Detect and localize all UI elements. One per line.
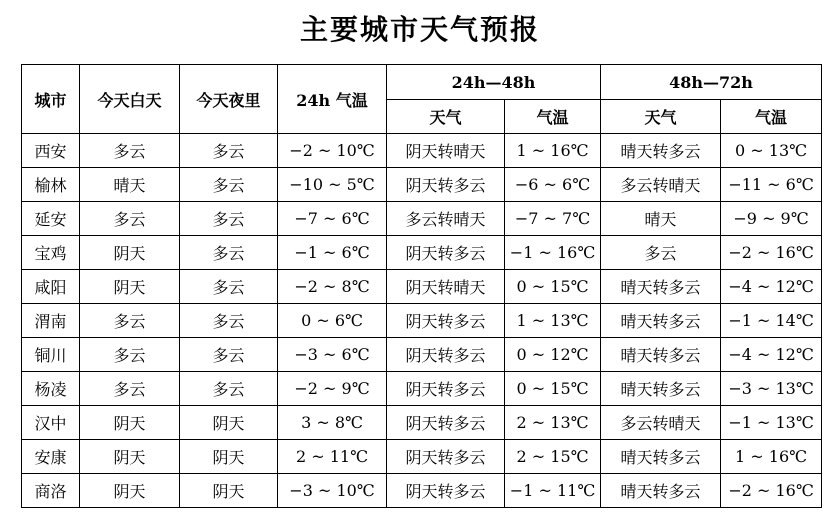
weather-72h-cell: 晴天转多云	[601, 474, 721, 508]
weather-48h-cell: 阴天转晴天	[387, 270, 505, 304]
city-cell: 杨凌	[22, 372, 80, 406]
city-cell: 铜川	[22, 338, 80, 372]
temp-48h-cell: 0 ~ 15℃	[505, 270, 601, 304]
temp-72h-cell: 0 ~ 13℃	[721, 134, 822, 168]
temp-72h-cell: −1 ~ 13℃	[721, 406, 822, 440]
header-today-night: 今天夜里	[180, 65, 278, 134]
header-row-top	[22, 65, 822, 100]
city-cell: 西安	[22, 134, 80, 168]
weather-48h-cell: 阴天转多云	[387, 168, 505, 202]
temp-24h-cell: −2 ~ 8℃	[278, 270, 387, 304]
header-temp-72h: 气温	[721, 100, 822, 134]
today-night-cell: 阴天	[180, 440, 278, 474]
table-row	[22, 372, 822, 406]
temp-24h-cell: −2 ~ 10℃	[278, 134, 387, 168]
weather-72h-cell: 晴天转多云	[601, 134, 721, 168]
weather-72h-cell: 晴天	[601, 202, 721, 236]
header-weather-48h: 天气	[387, 100, 505, 134]
today-day-cell: 多云	[80, 304, 180, 338]
temp-24h-cell: −3 ~ 10℃	[278, 474, 387, 508]
today-day-cell: 阴天	[80, 474, 180, 508]
temp-48h-cell: −1 ~ 16℃	[505, 236, 601, 270]
table-row	[22, 474, 822, 508]
today-night-cell: 阴天	[180, 406, 278, 440]
weather-72h-cell: 晴天转多云	[601, 372, 721, 406]
table-row	[22, 168, 822, 202]
weather-48h-cell: 阴天转多云	[387, 406, 505, 440]
page-title: 主要城市天气预报	[299, 13, 540, 46]
weather-72h-cell: 晴天转多云	[601, 270, 721, 304]
temp-24h-cell: −3 ~ 6℃	[278, 338, 387, 372]
temp-24h-cell: 3 ~ 8℃	[278, 406, 387, 440]
city-cell: 汉中	[22, 406, 80, 440]
weather-72h-cell: 晴天转多云	[601, 440, 721, 474]
today-day-cell: 晴天	[80, 168, 180, 202]
city-cell: 渭南	[22, 304, 80, 338]
header-weather-72h: 天气	[601, 100, 721, 134]
today-day-cell: 多云	[80, 338, 180, 372]
city-cell: 咸阳	[22, 270, 80, 304]
today-day-cell: 多云	[80, 134, 180, 168]
city-cell: 延安	[22, 202, 80, 236]
weather-72h-cell: 多云转晴天	[601, 168, 721, 202]
temp-48h-cell: 1 ~ 16℃	[505, 134, 601, 168]
city-cell: 安康	[22, 440, 80, 474]
temp-72h-cell: −2 ~ 16℃	[721, 474, 822, 508]
today-day-cell: 阴天	[80, 270, 180, 304]
city-cell: 商洛	[22, 474, 80, 508]
header-range-72h: 48h—72h	[601, 65, 822, 100]
today-night-cell: 多云	[180, 168, 278, 202]
table-row	[22, 406, 822, 440]
temp-72h-cell: −3 ~ 13℃	[721, 372, 822, 406]
today-day-cell: 阴天	[80, 236, 180, 270]
weather-72h-cell: 多云	[601, 236, 721, 270]
table-row	[22, 270, 822, 304]
today-night-cell: 多云	[180, 202, 278, 236]
today-day-cell: 阴天	[80, 440, 180, 474]
table-row	[22, 304, 822, 338]
today-night-cell: 多云	[180, 304, 278, 338]
temp-24h-cell: 2 ~ 11℃	[278, 440, 387, 474]
header-range-48h: 24h—48h	[387, 65, 601, 100]
today-day-cell: 多云	[80, 372, 180, 406]
temp-48h-cell: −6 ~ 6℃	[505, 168, 601, 202]
city-cell: 榆林	[22, 168, 80, 202]
table-row	[22, 440, 822, 474]
today-day-cell: 阴天	[80, 406, 180, 440]
weather-72h-cell: 晴天转多云	[601, 338, 721, 372]
header-city: 城市	[22, 65, 80, 134]
today-night-cell: 多云	[180, 134, 278, 168]
temp-48h-cell: 0 ~ 12℃	[505, 338, 601, 372]
weather-48h-cell: 阴天转晴天	[387, 134, 505, 168]
city-cell: 宝鸡	[22, 236, 80, 270]
weather-72h-cell: 多云转晴天	[601, 406, 721, 440]
temp-24h-cell: 0 ~ 6℃	[278, 304, 387, 338]
today-night-cell: 多云	[180, 236, 278, 270]
temp-24h-cell: −1 ~ 6℃	[278, 236, 387, 270]
header-temp-24h: 24h 气温	[278, 65, 387, 134]
weather-48h-cell: 阴天转多云	[387, 236, 505, 270]
weather-48h-cell: 阴天转多云	[387, 372, 505, 406]
weather-48h-cell: 阴天转多云	[387, 474, 505, 508]
table-row	[22, 134, 822, 168]
temp-72h-cell: −9 ~ 9℃	[721, 202, 822, 236]
weather-48h-cell: 多云转晴天	[387, 202, 505, 236]
header-today-day: 今天白天	[80, 65, 180, 134]
today-day-cell: 多云	[80, 202, 180, 236]
temp-48h-cell: 0 ~ 15℃	[505, 372, 601, 406]
temp-24h-cell: −2 ~ 9℃	[278, 372, 387, 406]
temp-72h-cell: −1 ~ 14℃	[721, 304, 822, 338]
temp-48h-cell: 1 ~ 13℃	[505, 304, 601, 338]
weather-48h-cell: 阴天转多云	[387, 304, 505, 338]
forecast-table	[21, 64, 822, 508]
temp-48h-cell: −1 ~ 11℃	[505, 474, 601, 508]
weather-72h-cell: 晴天转多云	[601, 304, 721, 338]
today-night-cell: 多云	[180, 338, 278, 372]
weather-48h-cell: 阴天转多云	[387, 440, 505, 474]
temp-24h-cell: −7 ~ 6℃	[278, 202, 387, 236]
today-night-cell: 阴天	[180, 474, 278, 508]
temp-48h-cell: 2 ~ 13℃	[505, 406, 601, 440]
table-row	[22, 338, 822, 372]
temp-72h-cell: −4 ~ 12℃	[721, 270, 822, 304]
temp-48h-cell: −7 ~ 7℃	[505, 202, 601, 236]
table-row	[22, 202, 822, 236]
temp-72h-cell: −2 ~ 16℃	[721, 236, 822, 270]
table-row	[22, 236, 822, 270]
today-night-cell: 多云	[180, 372, 278, 406]
header-temp-48h: 气温	[505, 100, 601, 134]
today-night-cell: 多云	[180, 270, 278, 304]
temp-24h-cell: −10 ~ 5℃	[278, 168, 387, 202]
temp-72h-cell: −11 ~ 6℃	[721, 168, 822, 202]
temp-72h-cell: −4 ~ 12℃	[721, 338, 822, 372]
temp-72h-cell: 1 ~ 16℃	[721, 440, 822, 474]
weather-48h-cell: 阴天转多云	[387, 338, 505, 372]
temp-48h-cell: 2 ~ 15℃	[505, 440, 601, 474]
